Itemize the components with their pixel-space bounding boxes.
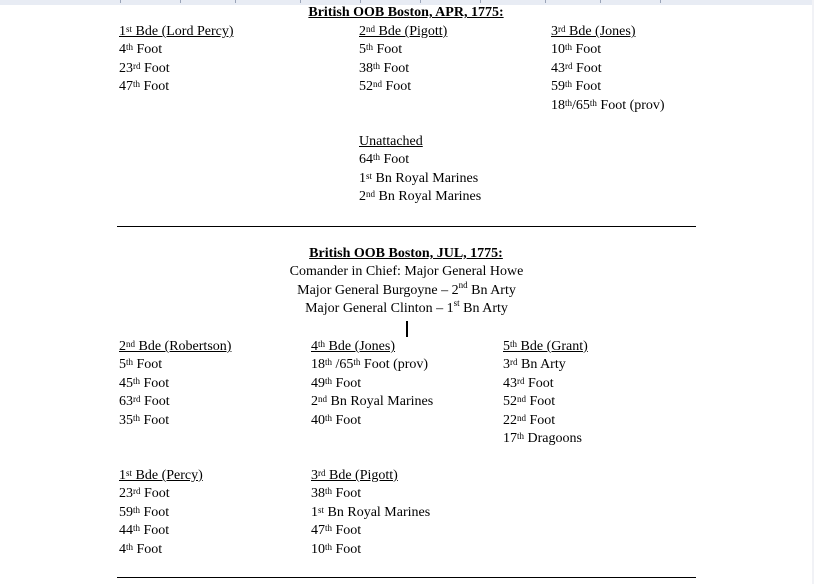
s2-col-4	[119, 467, 203, 559]
s2-col-3	[503, 338, 588, 448]
unit-entry: 4th Foot	[119, 42, 163, 58]
s2-col-1	[119, 338, 231, 430]
unit-entry: 64th Foot	[359, 152, 410, 168]
unit-entry: 2nd Bn Royal Marines	[311, 394, 434, 410]
brigade-header: 3rd Bde (Jones)	[551, 24, 636, 39]
command-line-1: Comander in Chief: Major General Howe	[289, 264, 524, 279]
section2-title: British OOB Boston, JUL, 1775:	[309, 246, 503, 261]
unit-entry: 44th Foot	[119, 523, 170, 539]
org-connector	[406, 321, 408, 337]
unit-entry: 18th /65th Foot (prov)	[311, 357, 429, 373]
s1-unattached	[359, 133, 481, 207]
unit-entry: 3rd Bn Arty	[503, 357, 566, 373]
unit-entry: 49th Foot	[311, 375, 362, 391]
brigade-header: 4th Bde (Jones)	[311, 339, 396, 354]
unit-entry: 52nd Foot	[503, 394, 556, 410]
unit-entry: 17th Dragoons	[503, 431, 582, 447]
brigade-header: 1st Bde (Lord Percy)	[119, 24, 234, 39]
unit-entry: 35th Foot	[119, 412, 170, 428]
s2-col-2	[311, 338, 433, 430]
unit-entry: 38th Foot	[311, 486, 362, 502]
command-line-3: Major General Clinton – 1st Bn Arty	[305, 298, 508, 316]
brigade-header: 2nd Bde (Robertson)	[119, 339, 232, 354]
command-line-2: Major General Burgoyne – 2nd Bn Arty	[297, 280, 516, 298]
unit-entry: 59th Foot	[119, 504, 170, 520]
unit-entry: 10th Foot	[551, 42, 602, 58]
unit-entry: 47th Foot	[311, 523, 362, 539]
unit-entry: 5th Foot	[359, 42, 403, 58]
unit-entry: 1st Bn Royal Marines	[359, 170, 479, 186]
brigade-header: 3rd Bde (Pigott)	[311, 468, 398, 483]
section1-title: British OOB Boston, APR, 1775:	[308, 5, 504, 20]
s2-col-5	[311, 467, 430, 559]
unit-entry: 47th Foot	[119, 79, 170, 95]
s1-col-1	[119, 23, 233, 97]
section-divider	[117, 226, 696, 227]
unit-entry: 1st Bn Royal Marines	[311, 504, 431, 520]
unit-entry: 38th Foot	[359, 60, 410, 76]
unit-entry: 22nd Foot	[503, 412, 556, 428]
unit-entry: 59th Foot	[551, 79, 602, 95]
unit-entry: 5th Foot	[119, 357, 163, 373]
brigade-header: 2nd Bde (Pigott)	[359, 24, 448, 39]
unit-entry: 45th Foot	[119, 375, 170, 391]
unit-entry: 2nd Bn Royal Marines	[359, 189, 482, 205]
s1-col-2	[359, 23, 447, 97]
brigade-header: 1st Bde (Percy)	[119, 468, 203, 483]
unit-entry: 18th/65th Foot (prov)	[551, 97, 665, 113]
section-divider-bottom	[117, 577, 696, 578]
unit-entry: 23rd Foot	[119, 486, 170, 502]
unit-entry: 40th Foot	[311, 412, 362, 428]
unit-entry: 52nd Foot	[359, 79, 412, 95]
unattached-header: Unattached	[359, 134, 423, 149]
unit-entry: 10th Foot	[311, 541, 362, 557]
s1-col-3	[551, 23, 665, 115]
unit-entry: 43rd Foot	[503, 375, 554, 391]
unit-entry: 23rd Foot	[119, 60, 170, 76]
unit-entry: 43rd Foot	[551, 60, 602, 76]
unit-entry: 4th Foot	[119, 541, 163, 557]
unattached-rows	[359, 151, 481, 206]
unit-entry: 63rd Foot	[119, 394, 170, 410]
brigade-header: 5th Bde (Grant)	[503, 339, 588, 354]
